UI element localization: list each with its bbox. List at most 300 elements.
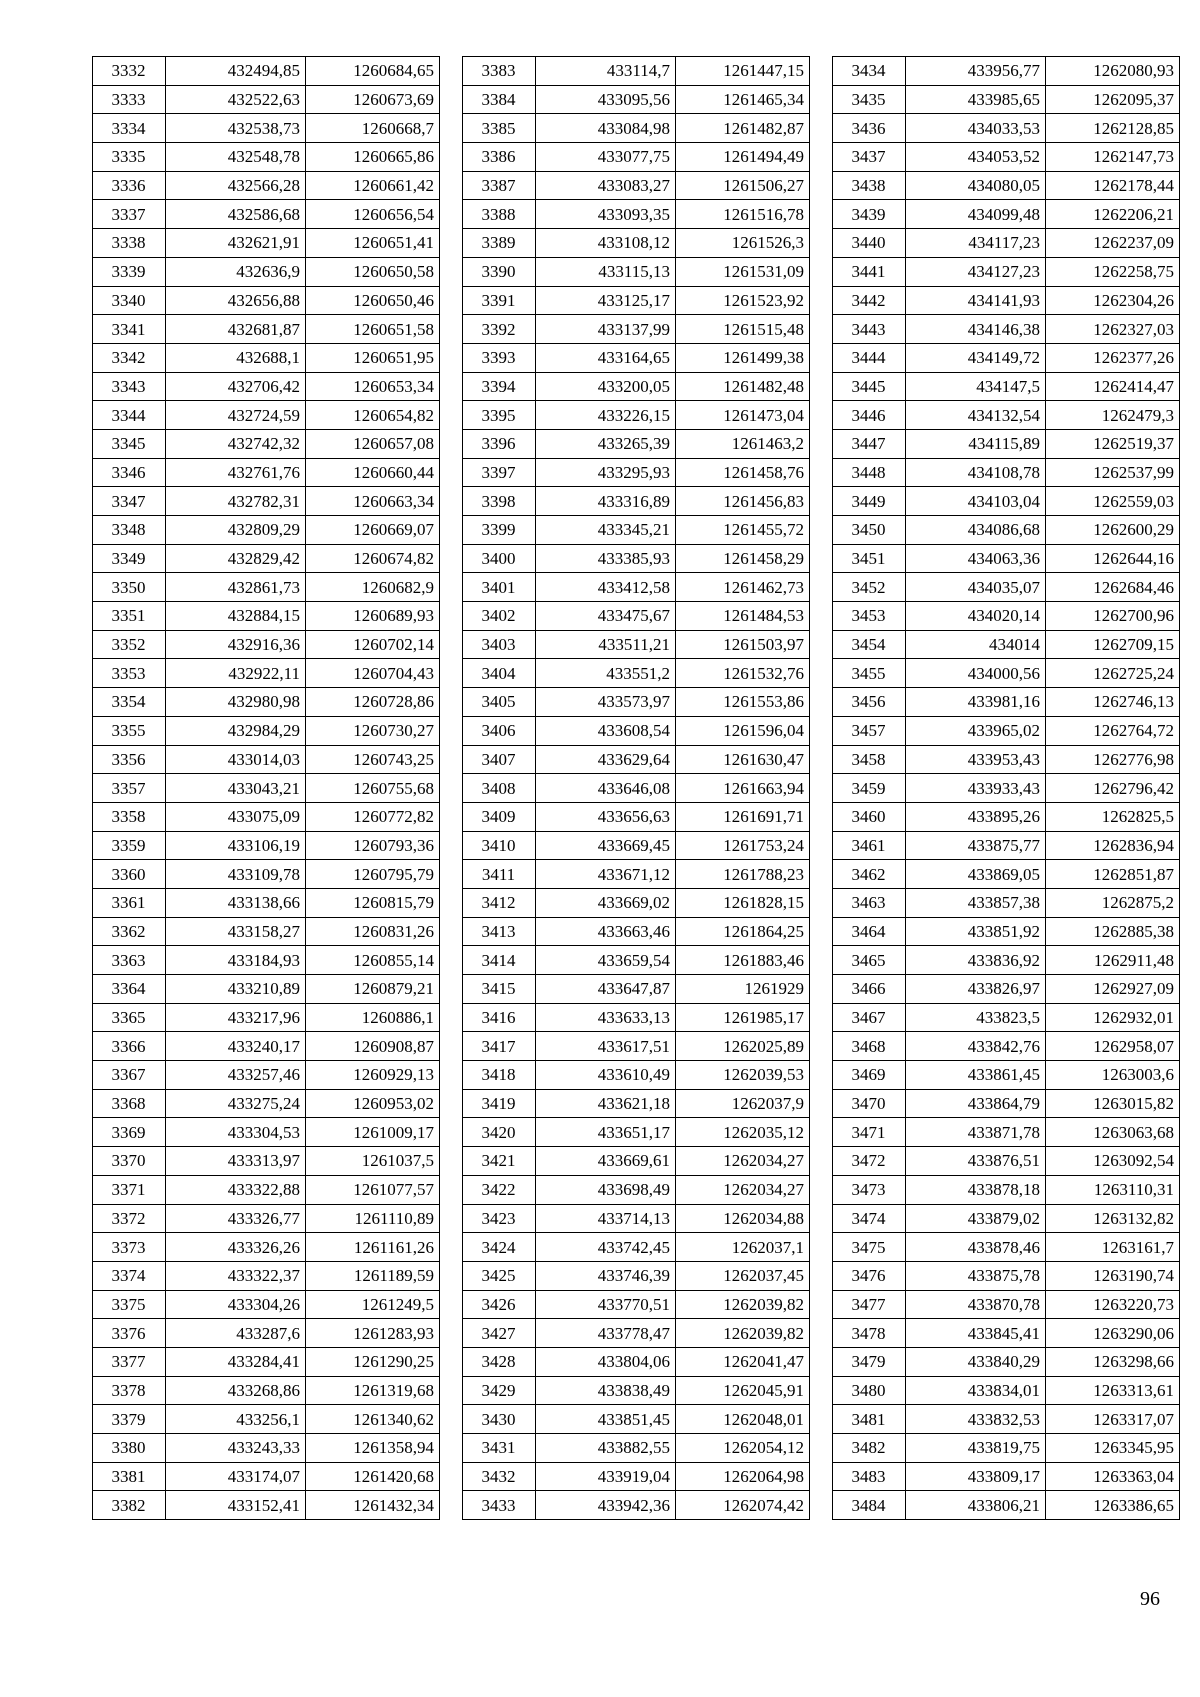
y-coordinate-cell: 1260668,7 [306, 114, 440, 143]
point-number-cell: 3346 [93, 458, 166, 487]
point-number-cell: 3428 [463, 1347, 536, 1376]
point-number-cell: 3461 [833, 831, 906, 860]
x-coordinate-cell: 433669,61 [536, 1147, 676, 1176]
point-number-cell: 3468 [833, 1032, 906, 1061]
point-number-cell: 3342 [93, 343, 166, 372]
y-coordinate-cell: 1260650,58 [306, 257, 440, 286]
x-coordinate-cell: 432494,85 [166, 57, 306, 86]
y-coordinate-cell: 1261358,94 [306, 1434, 440, 1463]
table-row [833, 1089, 1180, 1118]
table-row [463, 229, 810, 258]
y-coordinate-cell: 1262796,42 [1046, 774, 1180, 803]
x-coordinate-cell: 433656,63 [536, 802, 676, 831]
point-number-cell: 3448 [833, 458, 906, 487]
y-coordinate-cell: 1261828,15 [676, 888, 810, 917]
point-number-cell: 3355 [93, 716, 166, 745]
point-number-cell: 3377 [93, 1347, 166, 1376]
y-coordinate-cell: 1262725,24 [1046, 659, 1180, 688]
y-coordinate-cell: 1262537,99 [1046, 458, 1180, 487]
point-number-cell: 3469 [833, 1061, 906, 1090]
y-coordinate-cell: 1262479,3 [1046, 401, 1180, 430]
point-number-cell: 3476 [833, 1261, 906, 1290]
point-number-cell: 3338 [93, 229, 166, 258]
table-row [93, 1434, 440, 1463]
y-coordinate-cell: 1263220,73 [1046, 1290, 1180, 1319]
table-row [93, 917, 440, 946]
point-number-cell: 3394 [463, 372, 536, 401]
point-number-cell: 3335 [93, 143, 166, 172]
y-coordinate-cell: 1262064,98 [676, 1462, 810, 1491]
table-row [463, 1175, 810, 1204]
table-row [93, 1061, 440, 1090]
x-coordinate-cell: 432688,1 [166, 343, 306, 372]
y-coordinate-cell: 1262304,26 [1046, 286, 1180, 315]
table-row [463, 831, 810, 860]
point-number-cell: 3420 [463, 1118, 536, 1147]
x-coordinate-cell: 432522,63 [166, 85, 306, 114]
table-row [463, 1261, 810, 1290]
table-row [833, 1003, 1180, 1032]
y-coordinate-cell: 1262958,07 [1046, 1032, 1180, 1061]
y-coordinate-cell: 1263298,66 [1046, 1347, 1180, 1376]
x-coordinate-cell: 433152,41 [166, 1491, 306, 1520]
y-coordinate-cell: 1261340,62 [306, 1405, 440, 1434]
x-coordinate-cell: 433295,93 [536, 458, 676, 487]
table-row [93, 286, 440, 315]
x-coordinate-cell: 433322,37 [166, 1261, 306, 1290]
y-coordinate-cell: 1261462,73 [676, 573, 810, 602]
point-number-cell: 3359 [93, 831, 166, 860]
y-coordinate-cell: 1263003,6 [1046, 1061, 1180, 1090]
x-coordinate-cell: 434086,68 [906, 516, 1046, 545]
point-number-cell: 3419 [463, 1089, 536, 1118]
x-coordinate-cell: 433412,58 [536, 573, 676, 602]
table-row [833, 1061, 1180, 1090]
x-coordinate-cell: 432586,68 [166, 200, 306, 229]
table-row [463, 143, 810, 172]
y-coordinate-cell: 1262885,38 [1046, 917, 1180, 946]
x-coordinate-cell: 433316,89 [536, 487, 676, 516]
x-coordinate-cell: 433138,66 [166, 888, 306, 917]
point-number-cell: 3450 [833, 516, 906, 545]
x-coordinate-cell: 433304,26 [166, 1290, 306, 1319]
y-coordinate-cell: 1260831,26 [306, 917, 440, 946]
point-number-cell: 3410 [463, 831, 536, 860]
table-row [833, 802, 1180, 831]
y-coordinate-cell: 1261161,26 [306, 1233, 440, 1262]
table-row [93, 1347, 440, 1376]
x-coordinate-cell: 433164,65 [536, 343, 676, 372]
x-coordinate-cell: 433014,03 [166, 745, 306, 774]
x-coordinate-cell: 433629,64 [536, 745, 676, 774]
y-coordinate-cell: 1263386,65 [1046, 1491, 1180, 1520]
table-row [463, 1491, 810, 1520]
table-row [463, 544, 810, 573]
y-coordinate-cell: 1262039,82 [676, 1319, 810, 1348]
x-coordinate-cell: 434063,36 [906, 544, 1046, 573]
y-coordinate-cell: 1260674,82 [306, 544, 440, 573]
x-coordinate-cell: 433093,35 [536, 200, 676, 229]
y-coordinate-cell: 1261420,68 [306, 1462, 440, 1491]
y-coordinate-cell: 1260650,46 [306, 286, 440, 315]
x-coordinate-cell: 434103,04 [906, 487, 1046, 516]
y-coordinate-cell: 1260730,27 [306, 716, 440, 745]
y-coordinate-cell: 1260953,02 [306, 1089, 440, 1118]
point-number-cell: 3470 [833, 1089, 906, 1118]
point-number-cell: 3408 [463, 774, 536, 803]
y-coordinate-cell: 1260689,93 [306, 602, 440, 631]
table-row [833, 1491, 1180, 1520]
x-coordinate-cell: 432724,59 [166, 401, 306, 430]
y-coordinate-cell: 1260651,95 [306, 343, 440, 372]
x-coordinate-cell: 433184,93 [166, 946, 306, 975]
y-coordinate-cell: 1262600,29 [1046, 516, 1180, 545]
x-coordinate-cell: 434117,23 [906, 229, 1046, 258]
table-row [833, 860, 1180, 889]
point-number-cell: 3472 [833, 1147, 906, 1176]
point-number-cell: 3467 [833, 1003, 906, 1032]
table-row [463, 1204, 810, 1233]
point-number-cell: 3406 [463, 716, 536, 745]
table-row [463, 429, 810, 458]
y-coordinate-cell: 1260702,14 [306, 630, 440, 659]
table-row [93, 1003, 440, 1032]
table-row [463, 1434, 810, 1463]
point-number-cell: 3422 [463, 1175, 536, 1204]
y-coordinate-cell: 1260815,79 [306, 888, 440, 917]
y-coordinate-cell: 1261596,04 [676, 716, 810, 745]
y-coordinate-cell: 1261503,97 [676, 630, 810, 659]
x-coordinate-cell: 433770,51 [536, 1290, 676, 1319]
y-coordinate-cell: 1263290,06 [1046, 1319, 1180, 1348]
point-number-cell: 3475 [833, 1233, 906, 1262]
point-number-cell: 3432 [463, 1462, 536, 1491]
point-number-cell: 3365 [93, 1003, 166, 1032]
x-coordinate-cell: 433871,78 [906, 1118, 1046, 1147]
x-coordinate-cell: 433851,45 [536, 1405, 676, 1434]
y-coordinate-cell: 1260654,82 [306, 401, 440, 430]
point-number-cell: 3347 [93, 487, 166, 516]
point-number-cell: 3390 [463, 257, 536, 286]
point-number-cell: 3411 [463, 860, 536, 889]
table-row [833, 401, 1180, 430]
x-coordinate-cell: 433313,97 [166, 1147, 306, 1176]
y-coordinate-cell: 1261494,49 [676, 143, 810, 172]
x-coordinate-cell: 433287,6 [166, 1319, 306, 1348]
x-coordinate-cell: 433669,45 [536, 831, 676, 860]
table-row [463, 114, 810, 143]
x-coordinate-cell: 433475,67 [536, 602, 676, 631]
table-row [463, 1061, 810, 1090]
point-number-cell: 3454 [833, 630, 906, 659]
point-number-cell: 3380 [93, 1434, 166, 1463]
x-coordinate-cell: 432566,28 [166, 171, 306, 200]
x-coordinate-cell: 434035,07 [906, 573, 1046, 602]
table-row [833, 229, 1180, 258]
y-coordinate-cell: 1261110,89 [306, 1204, 440, 1233]
x-coordinate-cell: 433256,1 [166, 1405, 306, 1434]
point-number-cell: 3395 [463, 401, 536, 430]
point-number-cell: 3344 [93, 401, 166, 430]
y-coordinate-cell: 1261458,76 [676, 458, 810, 487]
x-coordinate-cell: 433956,77 [906, 57, 1046, 86]
y-coordinate-cell: 1262074,42 [676, 1491, 810, 1520]
y-coordinate-cell: 1261499,38 [676, 343, 810, 372]
y-coordinate-cell: 1262875,2 [1046, 888, 1180, 917]
table-row [463, 774, 810, 803]
table-row [833, 1290, 1180, 1319]
table-row [93, 1032, 440, 1061]
coordinates-table-3 [832, 56, 1180, 1520]
table-row [463, 458, 810, 487]
x-coordinate-cell: 433075,09 [166, 802, 306, 831]
y-coordinate-cell: 1262037,9 [676, 1089, 810, 1118]
y-coordinate-cell: 1260879,21 [306, 975, 440, 1004]
table-row [833, 171, 1180, 200]
table-row [833, 1233, 1180, 1262]
x-coordinate-cell: 433647,87 [536, 975, 676, 1004]
y-coordinate-cell: 1261463,2 [676, 429, 810, 458]
table-row [93, 630, 440, 659]
table-row [463, 1347, 810, 1376]
point-number-cell: 3480 [833, 1376, 906, 1405]
point-number-cell: 3399 [463, 516, 536, 545]
y-coordinate-cell: 1262025,89 [676, 1032, 810, 1061]
table-row [93, 602, 440, 631]
x-coordinate-cell: 433806,21 [906, 1491, 1046, 1520]
y-coordinate-cell: 1262932,01 [1046, 1003, 1180, 1032]
y-coordinate-cell: 1260772,82 [306, 802, 440, 831]
x-coordinate-cell: 432922,11 [166, 659, 306, 688]
x-coordinate-cell: 433511,21 [536, 630, 676, 659]
y-coordinate-cell: 1261532,76 [676, 659, 810, 688]
y-coordinate-cell: 1262851,87 [1046, 860, 1180, 889]
table-row [463, 372, 810, 401]
y-coordinate-cell: 1262644,16 [1046, 544, 1180, 573]
table-row [93, 1118, 440, 1147]
y-coordinate-cell: 1260665,86 [306, 143, 440, 172]
point-number-cell: 3409 [463, 802, 536, 831]
y-coordinate-cell: 1262927,09 [1046, 975, 1180, 1004]
point-number-cell: 3435 [833, 85, 906, 114]
point-number-cell: 3396 [463, 429, 536, 458]
table-row [463, 171, 810, 200]
point-number-cell: 3483 [833, 1462, 906, 1491]
table-row [93, 1319, 440, 1348]
x-coordinate-cell: 433882,55 [536, 1434, 676, 1463]
y-coordinate-cell: 1262034,27 [676, 1147, 810, 1176]
point-number-cell: 3337 [93, 200, 166, 229]
point-number-cell: 3413 [463, 917, 536, 946]
y-coordinate-cell: 1262034,27 [676, 1175, 810, 1204]
table-row [93, 1089, 440, 1118]
point-number-cell: 3382 [93, 1491, 166, 1520]
table-row [93, 200, 440, 229]
y-coordinate-cell: 1262825,5 [1046, 802, 1180, 831]
x-coordinate-cell: 433809,17 [906, 1462, 1046, 1491]
point-number-cell: 3351 [93, 602, 166, 631]
point-number-cell: 3460 [833, 802, 906, 831]
y-coordinate-cell: 1261290,25 [306, 1347, 440, 1376]
point-number-cell: 3369 [93, 1118, 166, 1147]
y-coordinate-cell: 1260660,44 [306, 458, 440, 487]
point-number-cell: 3401 [463, 573, 536, 602]
y-coordinate-cell: 1262048,01 [676, 1405, 810, 1434]
table-row [93, 1290, 440, 1319]
y-coordinate-cell: 1261484,53 [676, 602, 810, 631]
table-row [833, 1147, 1180, 1176]
point-number-cell: 3416 [463, 1003, 536, 1032]
x-coordinate-cell: 433895,26 [906, 802, 1046, 831]
table-row [93, 114, 440, 143]
x-coordinate-cell: 432636,9 [166, 257, 306, 286]
x-coordinate-cell: 433174,07 [166, 1462, 306, 1491]
x-coordinate-cell: 433284,41 [166, 1347, 306, 1376]
x-coordinate-cell: 433646,08 [536, 774, 676, 803]
y-coordinate-cell: 1260661,42 [306, 171, 440, 200]
table-row [833, 716, 1180, 745]
table-row [463, 688, 810, 717]
point-number-cell: 3388 [463, 200, 536, 229]
y-coordinate-cell: 1260684,65 [306, 57, 440, 86]
table-row [463, 1118, 810, 1147]
table-row [93, 57, 440, 86]
table-row [833, 372, 1180, 401]
y-coordinate-cell: 1263313,61 [1046, 1376, 1180, 1405]
y-coordinate-cell: 1262836,94 [1046, 831, 1180, 860]
table-row [833, 57, 1180, 86]
x-coordinate-cell: 433217,96 [166, 1003, 306, 1032]
y-coordinate-cell: 1260682,9 [306, 573, 440, 602]
y-coordinate-cell: 1260653,34 [306, 372, 440, 401]
x-coordinate-cell: 434132,54 [906, 401, 1046, 430]
point-number-cell: 3458 [833, 745, 906, 774]
table-row [833, 315, 1180, 344]
point-number-cell: 3427 [463, 1319, 536, 1348]
y-coordinate-cell: 1262684,46 [1046, 573, 1180, 602]
point-number-cell: 3430 [463, 1405, 536, 1434]
point-number-cell: 3384 [463, 85, 536, 114]
table-row [463, 630, 810, 659]
x-coordinate-cell: 433200,05 [536, 372, 676, 401]
x-coordinate-cell: 433621,18 [536, 1089, 676, 1118]
table-row [833, 286, 1180, 315]
x-coordinate-cell: 433210,89 [166, 975, 306, 1004]
x-coordinate-cell: 433326,26 [166, 1233, 306, 1262]
x-coordinate-cell: 433083,27 [536, 171, 676, 200]
x-coordinate-cell: 434127,23 [906, 257, 1046, 286]
x-coordinate-cell: 433965,02 [906, 716, 1046, 745]
point-number-cell: 3352 [93, 630, 166, 659]
y-coordinate-cell: 1262037,45 [676, 1261, 810, 1290]
table-row [93, 888, 440, 917]
table-row [463, 1462, 810, 1491]
table-row [93, 343, 440, 372]
x-coordinate-cell: 433981,16 [906, 688, 1046, 717]
point-number-cell: 3443 [833, 315, 906, 344]
y-coordinate-cell: 1262035,12 [676, 1118, 810, 1147]
point-number-cell: 3473 [833, 1175, 906, 1204]
y-coordinate-cell: 1261077,57 [306, 1175, 440, 1204]
point-number-cell: 3354 [93, 688, 166, 717]
x-coordinate-cell: 434014 [906, 630, 1046, 659]
table-row [93, 429, 440, 458]
y-coordinate-cell: 1262519,37 [1046, 429, 1180, 458]
x-coordinate-cell: 433108,12 [536, 229, 676, 258]
table-row [833, 429, 1180, 458]
table-row [833, 888, 1180, 917]
y-coordinate-cell: 1261515,48 [676, 315, 810, 344]
x-coordinate-cell: 433933,43 [906, 774, 1046, 803]
y-coordinate-cell: 1262414,47 [1046, 372, 1180, 401]
y-coordinate-cell: 1261456,83 [676, 487, 810, 516]
point-number-cell: 3350 [93, 573, 166, 602]
x-coordinate-cell: 433115,13 [536, 257, 676, 286]
table-row [93, 745, 440, 774]
point-number-cell: 3433 [463, 1491, 536, 1520]
point-number-cell: 3479 [833, 1347, 906, 1376]
point-number-cell: 3378 [93, 1376, 166, 1405]
y-coordinate-cell: 1261531,09 [676, 257, 810, 286]
table-row [463, 602, 810, 631]
point-number-cell: 3437 [833, 143, 906, 172]
x-coordinate-cell: 433610,49 [536, 1061, 676, 1090]
x-coordinate-cell: 433268,86 [166, 1376, 306, 1405]
table-row [463, 257, 810, 286]
table-row [93, 975, 440, 1004]
x-coordinate-cell: 433663,46 [536, 917, 676, 946]
x-coordinate-cell: 433878,18 [906, 1175, 1046, 1204]
x-coordinate-cell: 433322,88 [166, 1175, 306, 1204]
y-coordinate-cell: 1262746,13 [1046, 688, 1180, 717]
table-row [833, 1319, 1180, 1348]
y-coordinate-cell: 1262080,93 [1046, 57, 1180, 86]
x-coordinate-cell: 433669,02 [536, 888, 676, 917]
point-number-cell: 3373 [93, 1233, 166, 1262]
x-coordinate-cell: 433608,54 [536, 716, 676, 745]
y-coordinate-cell: 1262037,1 [676, 1233, 810, 1262]
y-coordinate-cell: 1263317,07 [1046, 1405, 1180, 1434]
x-coordinate-cell: 433106,19 [166, 831, 306, 860]
table-row [93, 315, 440, 344]
y-coordinate-cell: 1262206,21 [1046, 200, 1180, 229]
y-coordinate-cell: 1260651,41 [306, 229, 440, 258]
point-number-cell: 3453 [833, 602, 906, 631]
y-coordinate-cell: 1260886,1 [306, 1003, 440, 1032]
point-number-cell: 3374 [93, 1261, 166, 1290]
point-number-cell: 3386 [463, 143, 536, 172]
table-row [93, 85, 440, 114]
table-row [93, 1147, 440, 1176]
x-coordinate-cell: 434099,48 [906, 200, 1046, 229]
x-coordinate-cell: 433573,97 [536, 688, 676, 717]
x-coordinate-cell: 433823,5 [906, 1003, 1046, 1032]
coordinates-table-2 [462, 56, 810, 1520]
point-number-cell: 3439 [833, 200, 906, 229]
x-coordinate-cell: 433125,17 [536, 286, 676, 315]
point-number-cell: 3370 [93, 1147, 166, 1176]
point-number-cell: 3341 [93, 315, 166, 344]
table-row [833, 659, 1180, 688]
y-coordinate-cell: 1260743,25 [306, 745, 440, 774]
x-coordinate-cell: 434053,52 [906, 143, 1046, 172]
point-number-cell: 3405 [463, 688, 536, 717]
x-coordinate-cell: 432621,91 [166, 229, 306, 258]
y-coordinate-cell: 1263345,95 [1046, 1434, 1180, 1463]
x-coordinate-cell: 433864,79 [906, 1089, 1046, 1118]
x-coordinate-cell: 434149,72 [906, 343, 1046, 372]
y-coordinate-cell: 1260793,36 [306, 831, 440, 860]
